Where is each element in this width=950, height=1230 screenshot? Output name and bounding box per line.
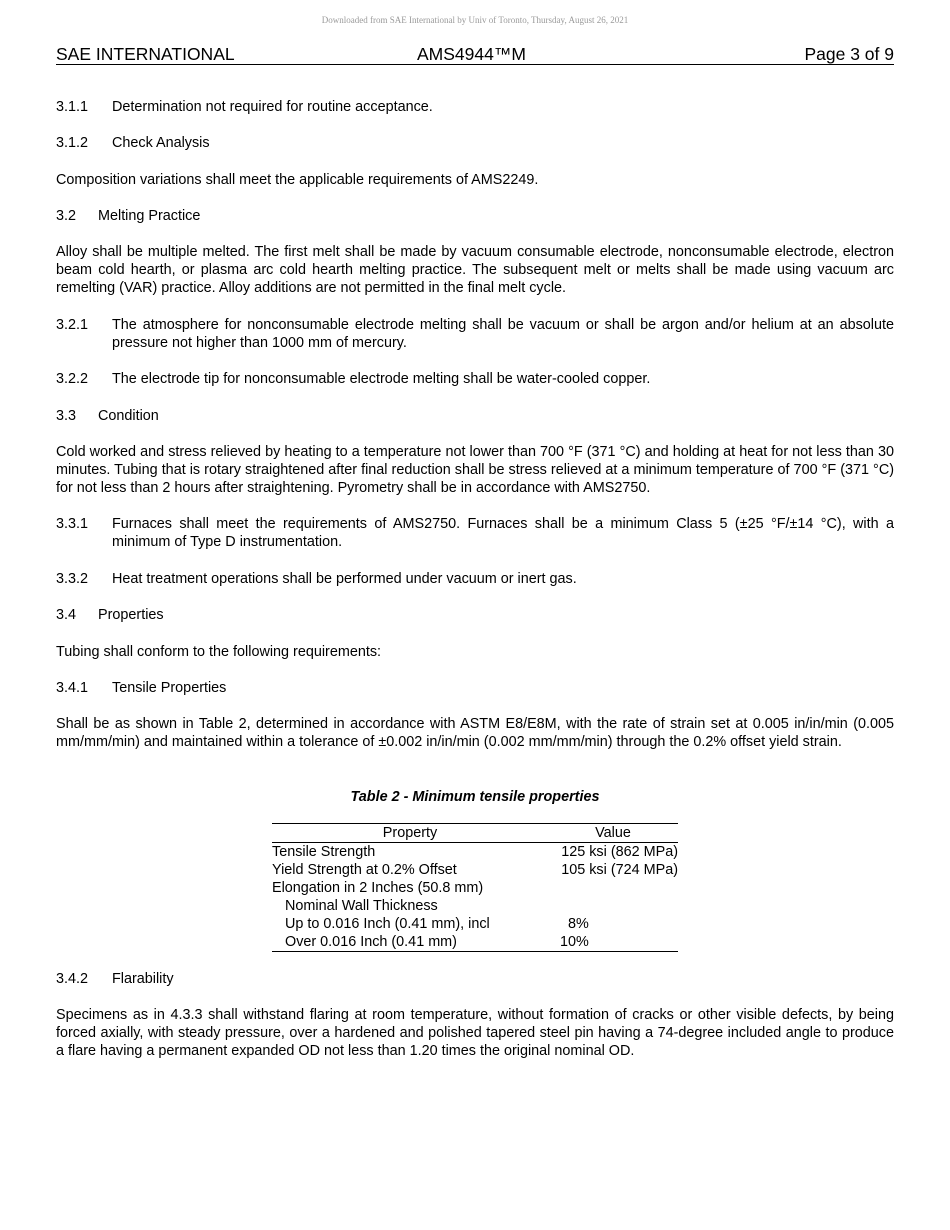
- section-number: 3.1.1: [56, 99, 89, 115]
- cell-value: 125 ksi (862 MPa): [561, 844, 678, 860]
- section-title: Tensile Properties: [112, 680, 227, 696]
- cell-property: Elongation in 2 Inches (50.8 mm): [272, 880, 484, 896]
- section-text: Heat treatment operations shall be performed under vacuum or inert gas.: [112, 571, 577, 587]
- table-header-row: [272, 824, 678, 843]
- header-organization: SAE INTERNATIONAL: [56, 44, 235, 64]
- table-row: [272, 879, 678, 897]
- section-text: Furnaces shall meet the requirements of AMS2750. Furnaces shall be a minimum Class 5 (±25 °F/±14 °C), with a minimum of Type D instrumentation.: [112, 516, 894, 550]
- section-title: Properties: [98, 607, 164, 623]
- section-text: Determination not required for routine acceptance.: [112, 99, 433, 115]
- header-document-id: AMS4944™M: [417, 44, 526, 64]
- section-title: Flarability: [112, 971, 174, 987]
- section-number: 3.2.1: [56, 317, 89, 333]
- section-number: 3.4.2: [56, 971, 89, 987]
- section-number: 3.3: [56, 408, 77, 424]
- cell-value: 105 ksi (724 MPa): [561, 862, 678, 878]
- paragraph-properties: Tubing shall conform to the following requirements:: [56, 644, 382, 660]
- section-3-3-1: [56, 515, 894, 551]
- section-number: 3.3.2: [56, 571, 89, 587]
- table-row: [272, 843, 678, 862]
- cell-property: Up to 0.016 Inch (0.41 mm), incl: [285, 916, 490, 932]
- page-header: [56, 44, 894, 65]
- table-row: [272, 933, 678, 952]
- paragraph-condition: Cold worked and stress relieved by heating to a temperature not lower than 700 °F (371 °C) and holding at heat for not less than 30 minutes. Tubing that is rotary straightened after final reduction shall be stress relieved at a minimum temperature of 700 °F (371 °C) for not less than 2 hours after straightening. Pyrometry shall be in accordance with AMS2750.: [56, 444, 894, 496]
- cell-value: 10%: [560, 934, 589, 950]
- cell-property: Nominal Wall Thickness: [285, 898, 438, 914]
- paragraph-composition: Composition variations shall meet the applicable requirements of AMS2249.: [56, 172, 539, 188]
- cell-value: 8%: [568, 916, 589, 932]
- download-watermark: Downloaded from SAE International by Univ of Toronto, Thursday, August 26, 2021: [321, 15, 629, 25]
- section-title: Check Analysis: [112, 135, 210, 151]
- cell-property: Yield Strength at 0.2% Offset: [272, 862, 457, 878]
- section-title: Melting Practice: [98, 208, 201, 224]
- table-row: [272, 915, 678, 933]
- cell-value: [548, 879, 678, 897]
- section-number: 3.3.1: [56, 516, 89, 532]
- column-header-property: Property: [272, 824, 548, 843]
- table-row: [272, 897, 678, 915]
- section-text: The electrode tip for nonconsumable electrode melting shall be water-cooled copper.: [112, 371, 651, 387]
- section-number: 3.4.1: [56, 680, 89, 696]
- section-number: 3.2: [56, 208, 77, 224]
- cell-property: Over 0.016 Inch (0.41 mm): [285, 934, 457, 950]
- section-3-2-1: [56, 316, 894, 352]
- section-title: Condition: [98, 408, 159, 424]
- tensile-properties-table: [272, 823, 678, 952]
- table-row: [272, 861, 678, 879]
- section-text: The atmosphere for nonconsumable electrode melting shall be vacuum or shall be argon and/or helium at an absolute pressure not higher than 1000 mm of mercury.: [112, 317, 894, 351]
- cell-property: Tensile Strength: [272, 844, 376, 860]
- paragraph-melting-practice: Alloy shall be multiple melted. The first melt shall be made by vacuum consumable electrode, nonconsumable electrode, electron beam cold hearth, or plasma arc cold hearth melting practice. The subsequent melt or melts shall be made using vacuum arc remelting (VAR) practice. Alloy additions are not permitted in the final melt cycle.: [56, 244, 894, 296]
- column-header-value: Value: [548, 824, 678, 843]
- paragraph-tensile: Shall be as shown in Table 2, determined in accordance with ASTM E8/E8M, with the rate of strain set at 0.005 in/in/min (0.005 mm/mm/min) and maintained within a tolerance of ±0.002 in/in/min (0.002 mm/mm/min) through the 0.2% offset yield strain.: [56, 716, 894, 750]
- section-number: 3.4: [56, 607, 77, 623]
- table-caption: Table 2 - Minimum tensile properties: [350, 789, 600, 805]
- cell-value: [548, 897, 678, 915]
- section-number: 3.2.2: [56, 371, 89, 387]
- section-number: 3.1.2: [56, 135, 89, 151]
- header-page-number: Page 3 of 9: [804, 44, 894, 64]
- paragraph-flarability: Specimens as in 4.3.3 shall withstand flaring at room temperature, without formation of cracks or other visible defects, by being forced axially, with steady pressure, over a hardened and polished tapered steel pin having a 74-degree included angle to produce a flare having a permanent expanded OD not less than 1.20 times the original nominal OD.: [56, 1007, 894, 1059]
